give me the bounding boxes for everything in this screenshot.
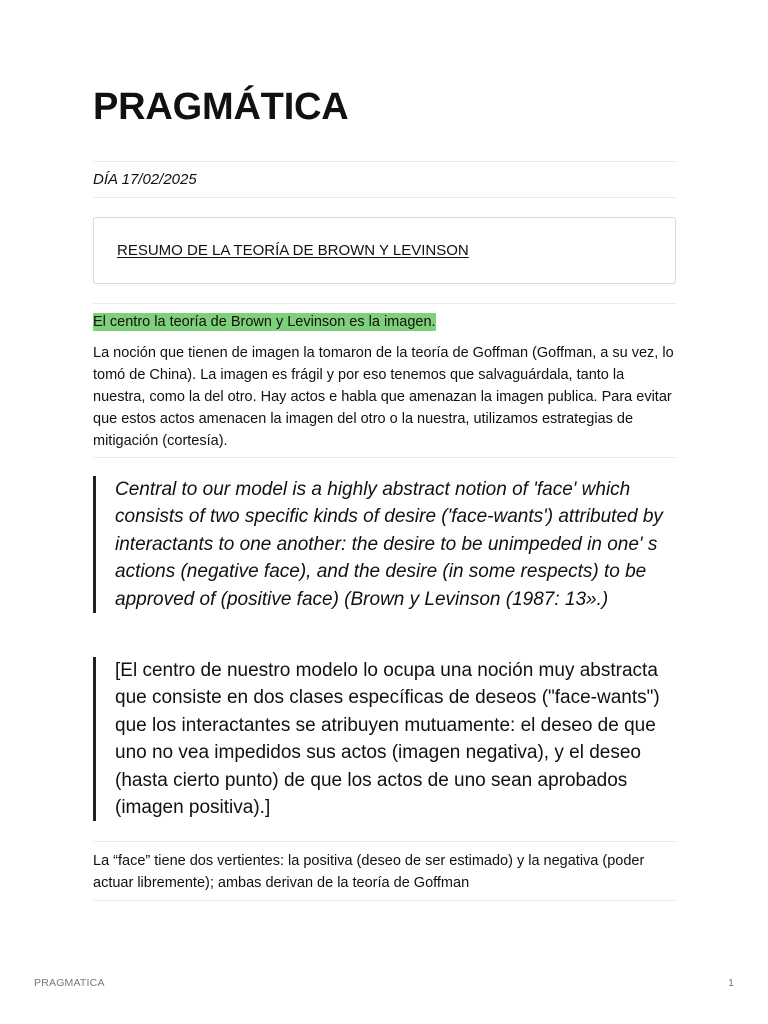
intro-block bbox=[93, 303, 676, 458]
date-text: DÍA 17/02/2025 bbox=[93, 171, 197, 188]
date-block bbox=[93, 161, 676, 198]
summary-link[interactable]: RESUMO DE LA TEORÍA DE BROWN Y LEVINSON bbox=[117, 242, 469, 259]
face-paragraph: La “face” tiene dos vertientes: la positiva (deseo de ser estimado) y la negativa (poder actuar libremente); ambas derivan de la teoría de Goffman bbox=[93, 853, 645, 891]
footer-title: PRAGMATICA bbox=[34, 977, 105, 989]
footer-page-number: 1 bbox=[728, 977, 734, 989]
face-block bbox=[93, 841, 676, 901]
highlighted-text: El centro la teoría de Brown y Levinson es la imagen. bbox=[93, 314, 436, 330]
intro-paragraph: La noción que tienen de imagen la tomaron de la teoría de Goffman (Goffman, a su vez, lo tomó de China). La imagen es frágil y por eso tenemos que salvaguárdala, tanto la nuestra, como la del otro. Hay actos e habla que amenazan la imagen publica. Para evitar que estos actos amenacen la imagen del otro o la nuestra, utilizamos estrategias de mitigación (cortesía). bbox=[93, 345, 674, 449]
summary-callout bbox=[93, 217, 676, 284]
quote-spanish: [El centro de nuestro modelo lo ocupa una noción muy abstracta que consiste en dos clases específicas de deseos ("face-wants") que los interactantes se atribuyen mutuamente: el deseo de que uno no vea impedidos sus actos (imagen negativa), y el deseo (hasta cierto punto) de que los actos de uno sean aprobados (imagen positiva).] bbox=[93, 657, 676, 821]
quote-english: Central to our model is a highly abstract notion of 'face' which consists of two specific kinds of desire ('face-wants') attributed by interactants to one another: the desire to be unimpeded in one' s actions (negative face), and the desire (in some respects) to be approved of (positive face) (Brown y Levinson (1987: 13».) bbox=[93, 476, 676, 613]
page-title: PRAGMÁTICA bbox=[93, 86, 349, 128]
